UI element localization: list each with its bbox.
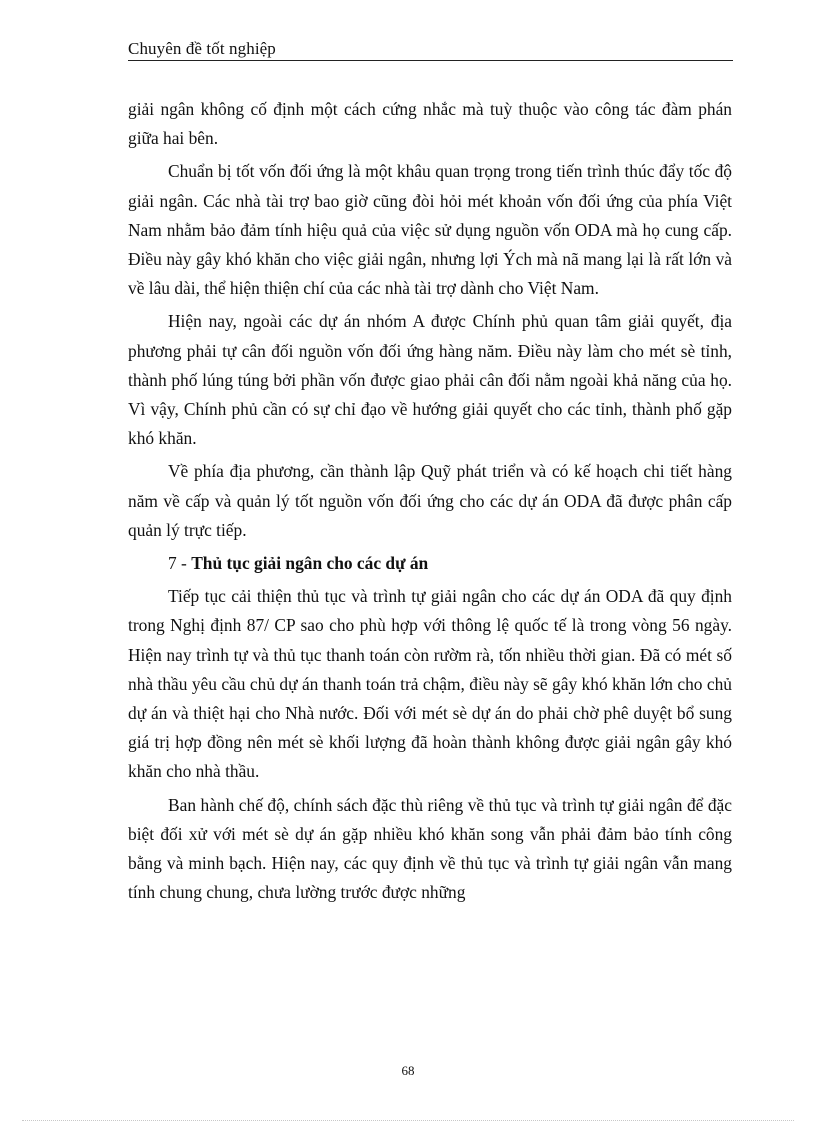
section-heading: [128, 549, 732, 578]
paragraph-continuation: giải ngân không cố định một cách cứng nhắc mà tuỳ thuộc vào công tác đàm phán giữa hai bên.: [128, 99, 732, 149]
paragraph-special-policy: Ban hành chế độ, chính sách đặc thù riêng về thủ tục và trình tự giải ngân để đặc biệt đối xử với mét sè dự án gặp nhiều khó khăn song vẫn phải đảm bảo tính công bằng và minh bạch. Hiện nay, các quy định về thủ tục và trình tự giải ngân vẫn mang tính chung chung, chưa lường trước được những: [128, 794, 732, 903]
page-bottom-divider: [22, 1120, 794, 1121]
section-title: Thủ tục giải ngân cho các dự án: [191, 553, 429, 574]
paragraph-counterpart-funds: Chuẩn bị tốt vốn đối ứng là một khâu quan trọng trong tiến trình thúc đẩy tốc độ giải ngân. Các nhà tài trợ bao giờ cũng đòi hỏi mét khoản vốn đối ứng của phía Việt Nam nhằm bảo đảm tính hiệu quả của việc sử dụng nguồn vốn ODA mà họ cung cấp. Điều này gây khó khăn cho việc giải ngân, nhưng lợi Ých mà nã mang lại là rất lớn và về lâu dài, thể hiện thiện chí của các nhà tài trợ dành cho Việt Nam.: [128, 161, 732, 299]
header-title: Chuyên đề tốt nghiệp: [128, 39, 276, 58]
page-header: [128, 38, 733, 61]
section-number: 7 -: [168, 553, 192, 574]
paragraph-group-a-projects: Hiện nay, ngoài các dự án nhóm A được Chính phủ quan tâm giải quyết, địa phương phải tự cân đối nguồn vốn đối ứng hàng năm. Điều này làm cho mét sè tỉnh, thành phố lúng túng bởi phần vốn được giao phải cân đối nằm ngoài khả năng của họ. Vì vậy, Chính phủ cần có sự chỉ đạo về hướng giải quyết cho các tỉnh, thành phố gặp khó khăn.: [128, 311, 732, 449]
page-number: 68: [401, 1063, 415, 1078]
paragraph-local-fund: Về phía địa phương, cần thành lập Quỹ phát triển và có kế hoạch chi tiết hàng năm về cấp và quản lý tốt nguồn vốn đối ứng cho các dự án ODA đã được phân cấp quản lý trực tiếp.: [128, 461, 732, 540]
paragraph-procedures: Tiếp tục cải thiện thủ tục và trình tự giải ngân cho các dự án ODA đã quy định trong Nghị định 87/ CP sao cho phù hợp với thông lệ quốc tế là trong vòng 56 ngày. Hiện nay trình tự và thủ tục thanh toán còn rườm rà, tốn nhiều thời gian. Đã có mét số nhà thầu yêu cầu chủ dự án thanh toán trả chậm, điều này sẽ gây khó khăn lớn cho chủ dự án và thiệt hại cho Nhà nước. Đối với mét sè dự án do phải chờ phê duyệt bổ sung giá trị hợp đồng nên mét sè khối lượng đã hoàn thành không được giải ngân gây khó khăn cho nhà thầu.: [128, 586, 732, 782]
document-body: [128, 95, 732, 911]
